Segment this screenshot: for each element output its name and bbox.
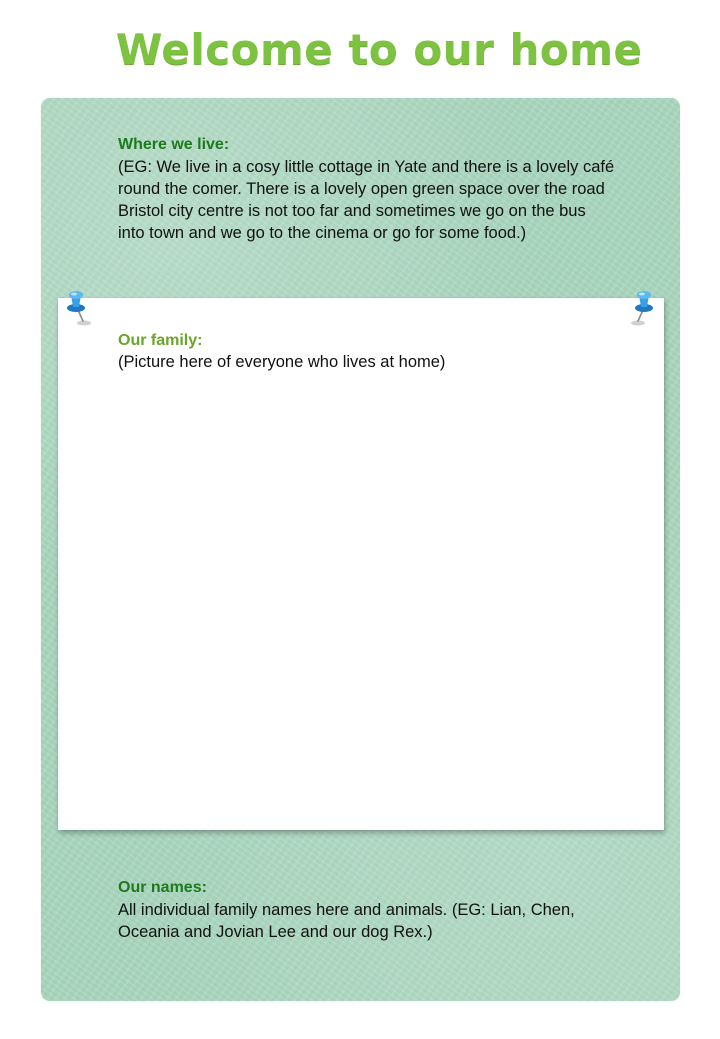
where-we-live-line: into town and we go to the cinema or go for some food.) — [118, 224, 527, 242]
page-title: Welcome to our home — [116, 25, 643, 74]
where-we-live-text — [118, 156, 648, 244]
our-names-text — [118, 899, 638, 943]
our-names-line: Oceania and Jovian Lee and our dog Rex.) — [118, 923, 433, 941]
our-family-heading: Our family: — [118, 332, 203, 349]
where-we-live-heading: Where we live: — [118, 136, 230, 153]
family-photo-paper — [58, 298, 664, 830]
pushpin-icon — [624, 288, 658, 328]
where-we-live-line: round the comer. There is a lovely open green space over the road — [118, 180, 605, 198]
where-we-live-line: (EG: We live in a cosy little cottage in Yate and there is a lovely café — [118, 158, 615, 176]
where-we-live-line: Bristol city centre is not too far and sometimes we go on the bus — [118, 202, 586, 220]
our-names-line: All individual family names here and animals. (EG: Lian, Chen, — [118, 901, 575, 919]
our-names-heading: Our names: — [118, 879, 207, 896]
our-family-text: (Picture here of everyone who lives at home) — [118, 353, 446, 371]
pushpin-icon — [62, 288, 96, 328]
